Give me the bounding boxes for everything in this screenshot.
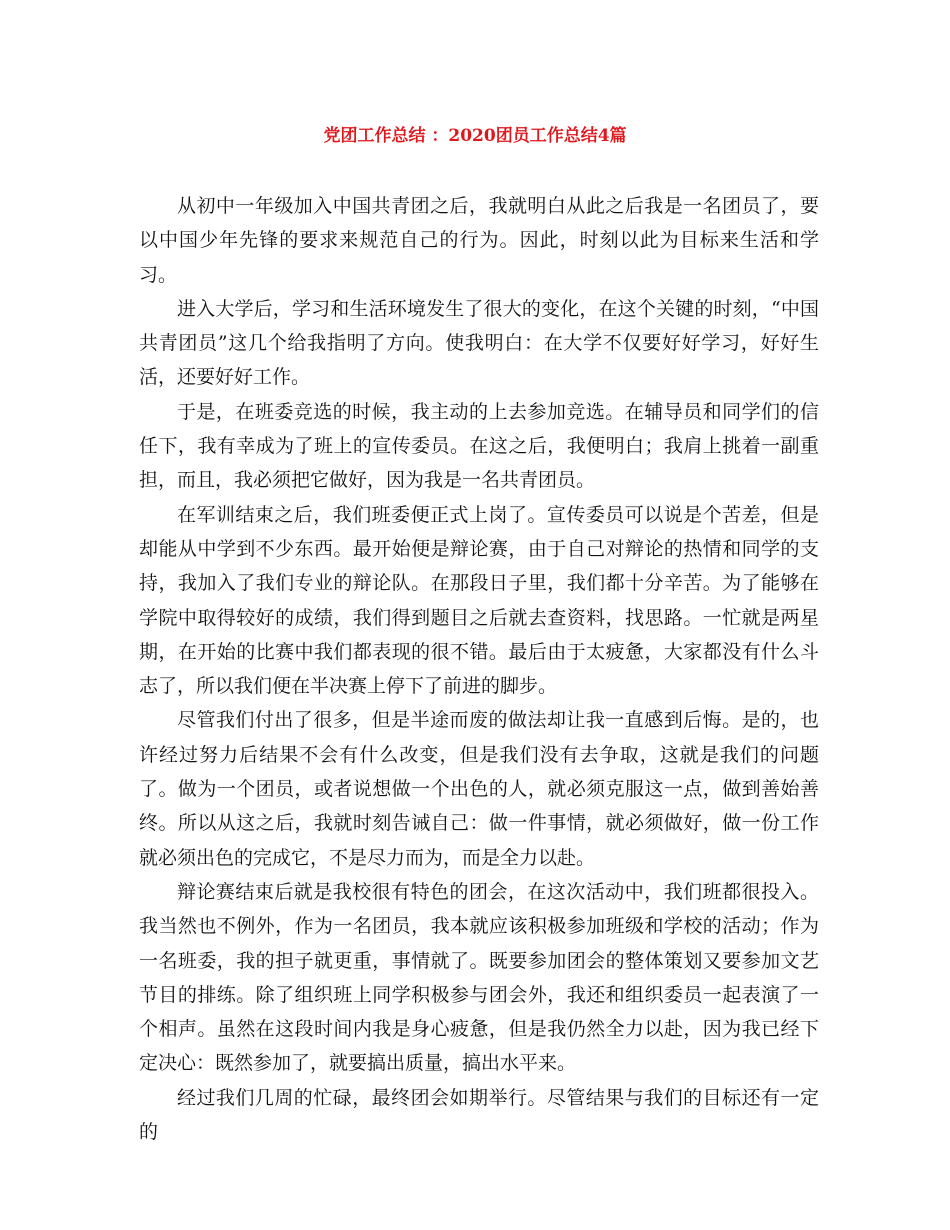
paragraph: 于是，在班委竞选的时候，我主动的上去参加竞选。在辅导员和同学们的信任下，我有幸成为了班上的宣传委员。在这之后，我便明白；我肩上挑着一副重担，而且，我必须把它做好，因为我是一名共青团员。 xyxy=(139,400,819,492)
paragraph: 尽管我们付出了很多，但是半途而废的做法却让我一直感到后悔。是的，也许经过努力后结果不会有什么改变，但是我们没有去争取，这就是我们的问题了。做为一个团员，或者说想做一个出色的人，就必须克服这一点，做到善始善终。所以从这之后，我就时刻告诫自己：做一件事情，就必须做好，做一份工作就必须出色的完成它，不是尽力而为，而是全力以赴。 xyxy=(139,709,819,869)
paragraph: 从初中一年级加入中国共青团之后，我就明白从此之后我是一名团员了，要以中国少年先锋的要求来规范自己的行为。因此，时刻以此为目标来生活和学习。 xyxy=(139,195,819,286)
paragraph: 在军训结束之后，我们班委便正式上岗了。宣传委员可以说是个苦差，但是却能从中学到不少东西。最开始便是辩论赛，由于自己对辩论的热情和同学的支持，我加入了我们专业的辩论队。在那段日子里，我们都十分辛苦。为了能够在学院中取得较好的成绩，我们得到题目之后就去查资料，找思路。一忙就是两星期，在开始的比赛中我们都表现的很不错。最后由于太疲惫，大家都没有什么斗志了，所以我们便在半决赛上停下了前进的脚步。 xyxy=(139,503,819,698)
document-title: 党团工作总结 ：2020团员工作总结4篇 xyxy=(323,126,627,146)
paragraph: 辩论赛结束后就是我校很有特色的团会，在这次活动中，我们班都很投入。我当然也不例外，作为一名团员，我本就应该积极参加班级和学校的活动；作为一名班委，我的担子就更重，事情就了。既要参加团会的整体策划又要参加文艺节目的排练。除了组织班上同学积极参与团会外，我还和组织委员一起表演了一个相声。虽然在这段时间内我是身心疲惫，但是我仍然全力以赴，因为我已经下定决心：既然参加了，就要搞出质量，搞出水平来。 xyxy=(139,880,819,1075)
paragraph: 进入大学后，学习和生活环境发生了很大的变化，在这个关键的时刻，“中国共青团员”这几个给我指明了方向。使我明白：在大学不仅要好好学习，好好生活，还要好好工作。 xyxy=(139,297,819,389)
document-body xyxy=(139,189,819,1149)
paragraph: 经过我们几周的忙碌，最终团会如期举行。尽管结果与我们的目标还有一定的 xyxy=(139,1086,819,1144)
